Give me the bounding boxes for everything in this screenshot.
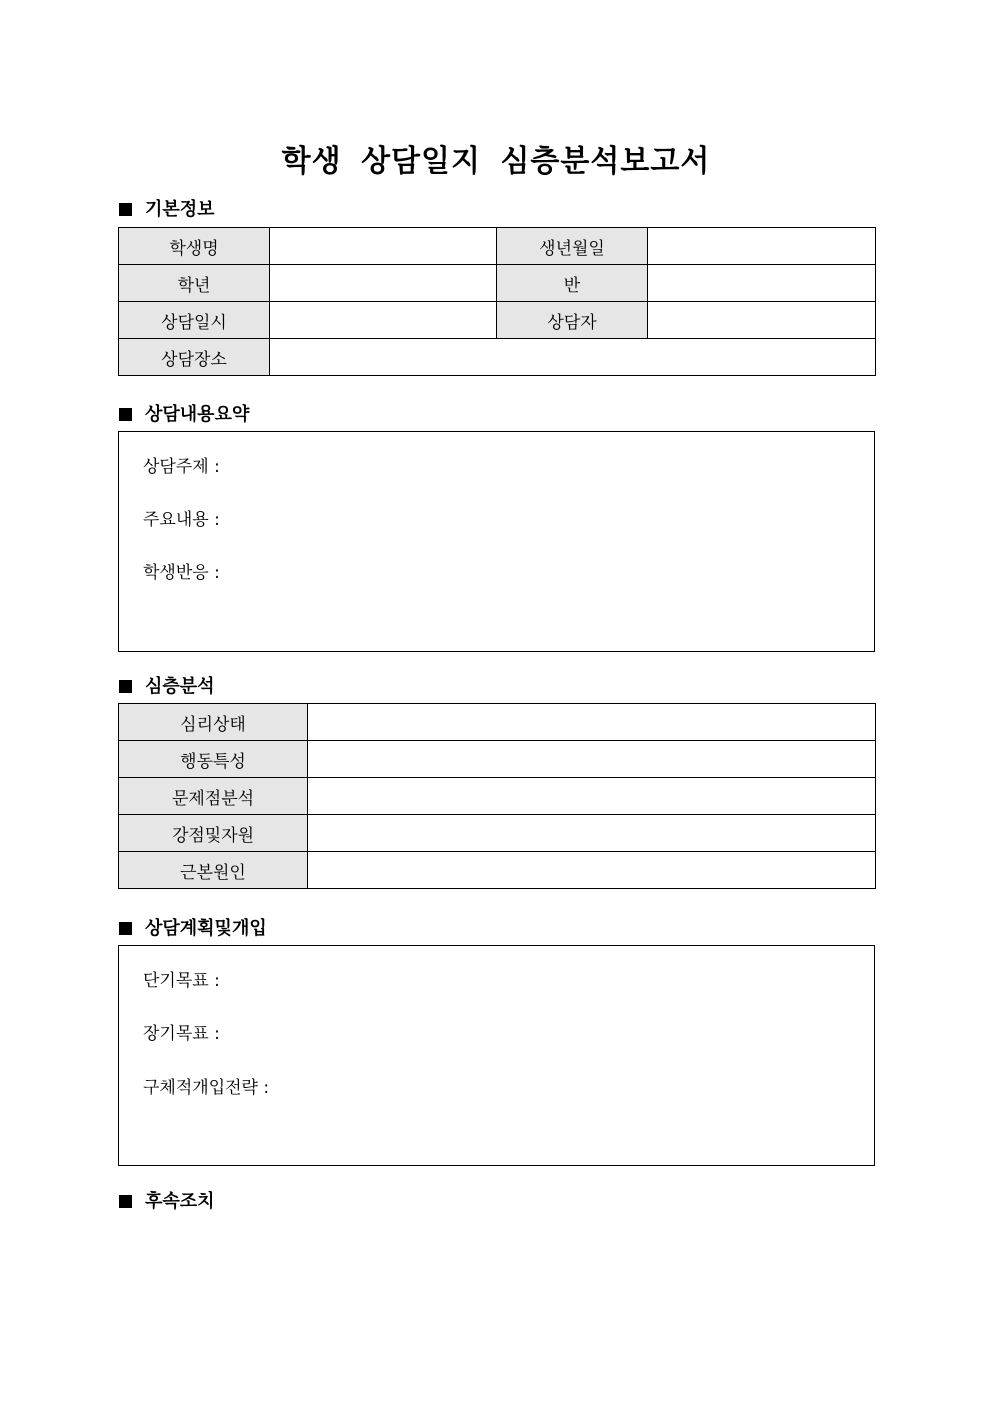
square-bullet-icon — [119, 1195, 132, 1208]
square-bullet-icon — [119, 922, 132, 935]
label-place: 상담장소 — [119, 339, 270, 376]
place-field[interactable] — [270, 339, 876, 376]
behavior-field[interactable] — [308, 741, 876, 778]
label-class: 반 — [497, 265, 648, 302]
section-basic-label: 기본정보 — [145, 199, 215, 220]
section-followup-label: 후속조치 — [145, 1191, 215, 1212]
summary-reaction-label: 학생반응 : — [143, 563, 220, 583]
table-row — [119, 265, 876, 302]
table-row — [119, 302, 876, 339]
square-bullet-icon — [119, 680, 132, 693]
plan-short-term-label: 단기목표 : — [143, 971, 220, 991]
label-grade: 학년 — [119, 265, 270, 302]
table-row — [119, 852, 876, 889]
square-bullet-icon — [119, 203, 132, 216]
label-psych-state: 심리상태 — [119, 704, 308, 741]
section-plan-label: 상담계획및개입 — [145, 918, 267, 939]
strengths-field[interactable] — [308, 815, 876, 852]
table-row — [119, 741, 876, 778]
label-student-name: 학생명 — [119, 228, 270, 265]
plan-long-term-label: 장기목표 : — [143, 1024, 220, 1044]
label-datetime: 상담일시 — [119, 302, 270, 339]
square-bullet-icon — [119, 408, 132, 421]
section-followup-heading — [119, 1190, 215, 1214]
table-row — [119, 704, 876, 741]
section-basic-heading — [119, 198, 215, 222]
table-row — [119, 778, 876, 815]
basic-info-table — [118, 227, 876, 376]
counselor-field[interactable] — [648, 302, 876, 339]
section-summary-label: 상담내용요약 — [145, 404, 250, 425]
grade-field[interactable] — [270, 265, 497, 302]
student-name-field[interactable] — [270, 228, 497, 265]
psych-state-field[interactable] — [308, 704, 876, 741]
table-row — [119, 228, 876, 265]
section-analysis-label: 심층분석 — [145, 676, 215, 697]
summary-content-label: 주요내용 : — [143, 510, 220, 530]
label-problem-analysis: 문제점분석 — [119, 778, 308, 815]
section-plan-heading — [119, 917, 267, 941]
label-birthdate: 생년월일 — [497, 228, 648, 265]
label-strengths: 강점및자원 — [119, 815, 308, 852]
plan-strategy-label: 구체적개입전략 : — [143, 1078, 270, 1098]
label-root-cause: 근본원인 — [119, 852, 308, 889]
analysis-table — [118, 703, 876, 889]
datetime-field[interactable] — [270, 302, 497, 339]
label-counselor: 상담자 — [497, 302, 648, 339]
page-title: 학생 상담일지 심층분석보고서 — [281, 144, 711, 179]
class-field[interactable] — [648, 265, 876, 302]
summary-box[interactable] — [118, 431, 875, 652]
plan-box[interactable] — [118, 945, 875, 1166]
birthdate-field[interactable] — [648, 228, 876, 265]
label-behavior: 행동특성 — [119, 741, 308, 778]
root-cause-field[interactable] — [308, 852, 876, 889]
problem-analysis-field[interactable] — [308, 778, 876, 815]
summary-topic-label: 상담주제 : — [143, 457, 220, 477]
section-analysis-heading — [119, 675, 215, 699]
table-row — [119, 815, 876, 852]
section-summary-heading — [119, 403, 249, 427]
table-row — [119, 339, 876, 376]
